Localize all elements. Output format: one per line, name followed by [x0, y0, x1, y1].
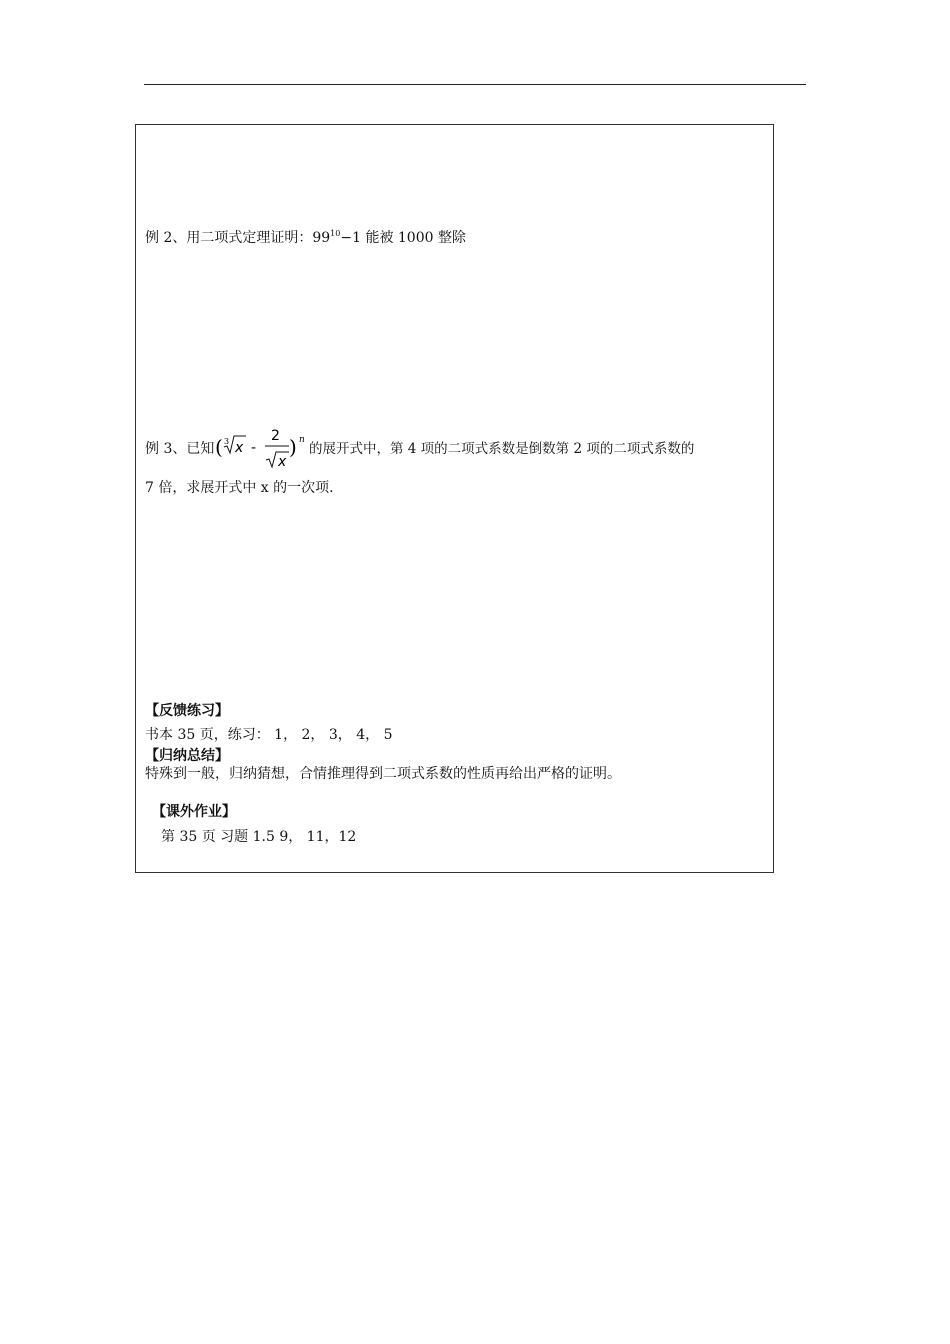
header-rule: [144, 84, 806, 85]
homework-text: 第 35 页 习题 1.5 9， 11，12: [161, 829, 357, 845]
example-2-exponent: 10: [330, 229, 341, 238]
root-var: x: [235, 440, 244, 456]
feedback-text: 书本 35 页，练习： 1， 2， 3， 4， 5: [145, 727, 393, 743]
feedback-heading: 【反馈练习】: [145, 703, 229, 719]
power-n: n: [299, 435, 305, 445]
root-index: 3: [224, 437, 230, 446]
example-2: [145, 229, 466, 247]
example-3-line2: 7 倍，求展开式中 x 的一次项.: [145, 480, 334, 496]
example-2-prefix: 例 2、用二项式定理证明：99: [145, 230, 331, 246]
denominator-var: x: [278, 454, 287, 470]
summary-heading: 【归纳总结】: [145, 748, 229, 764]
right-paren: ): [289, 435, 297, 459]
homework-heading: 【课外作业】: [152, 804, 236, 820]
minus-sign: -: [251, 440, 257, 456]
example-2-suffix: −1 能被 1000 整除: [340, 230, 466, 246]
example-3-line1-rest: 的展开式中，第 4 项的二项式系数是倒数第 2 项的二项式系数的: [309, 441, 695, 457]
fraction-numerator: 2: [271, 428, 280, 444]
example-3-formula: [215, 422, 308, 472]
left-paren: (: [215, 435, 223, 459]
example-3-prefix: 例 3、已知: [145, 441, 215, 457]
summary-text: 特殊到一般，归纳猜想，合情推理得到二项式系数的性质再给出严格的证明。: [145, 766, 621, 782]
